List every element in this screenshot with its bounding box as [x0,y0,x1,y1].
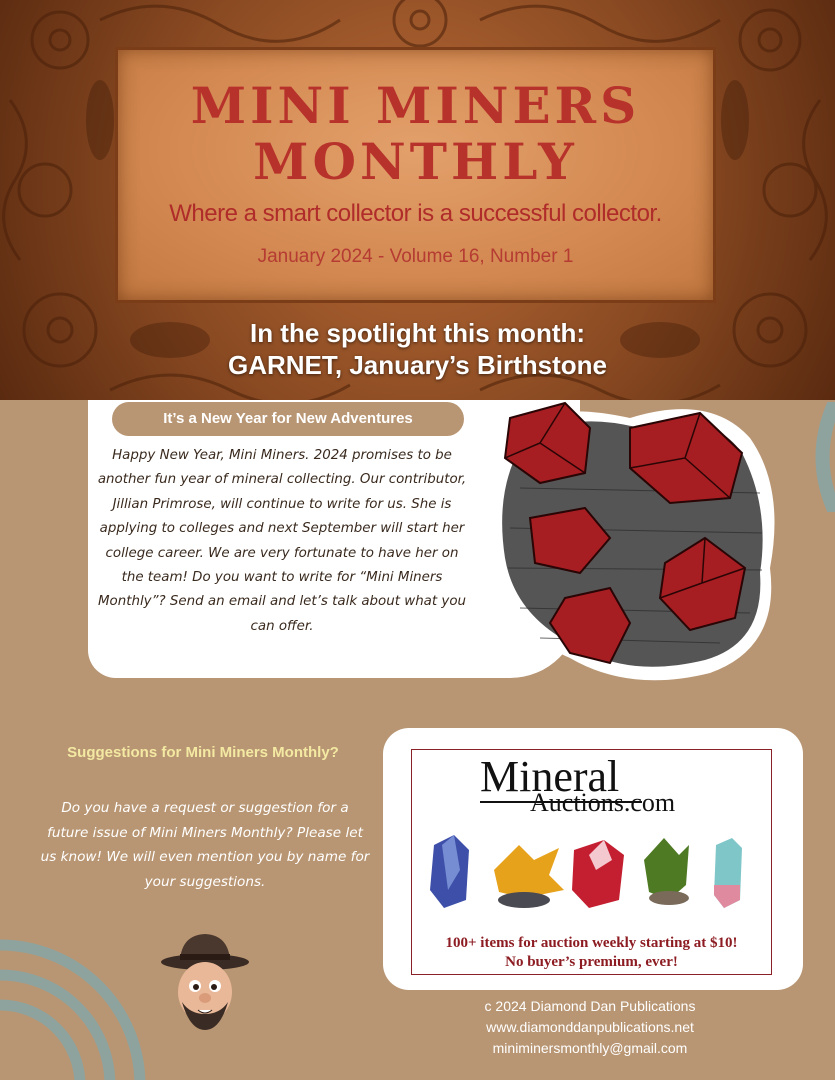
footer-email-link[interactable]: miniminersmonthly@gmail.com [492,1040,688,1056]
ad-brand-auctions: Auctions.com [530,788,676,817]
decorative-arc-right [805,402,835,512]
diamond-dan-mascot [160,930,250,1042]
red-rhodochrosite-crystal [572,840,624,908]
spotlight-subject: GARNET, January’s Birthstone [227,350,607,380]
ad-promo-line1: 100+ items for auction weekly starting at $10! [445,935,738,951]
ad-promo-text [411,934,772,972]
ad-gem-specimens [424,830,760,912]
tourmaline-crystal [714,838,742,908]
footer [430,996,750,1059]
suggestions-text: Do you have a request or suggestion for a future issue of Mini Miners Monthly? Please let us know! We will even mention you by name for your suggestions. [40,800,370,890]
garnet-specimen-image [480,398,790,683]
title-plate [118,50,713,300]
newsletter-title-line2: MONTHLY [253,132,578,191]
tagline: Where a smart collector is a successful collector. [169,200,662,227]
spotlight-heading: In the spotlight this month: [249,318,586,348]
intro-heading: It’s a New Year for New Adventures [112,402,464,436]
newsletter-title-line1: MINI MINERS [190,76,641,135]
footer-website-link[interactable]: www.diamonddanpublications.net [486,1019,694,1035]
footer-copyright: c 2024 Diamond Dan Publications [484,998,696,1014]
ad-brand-mineral: Mineral [480,752,620,801]
issue-info: January 2024 - Volume 16, Number 1 [257,246,574,267]
suggestions-heading: Suggestions for Mini Miners Monthly? [67,744,339,761]
tanzanite-crystal [430,835,469,908]
orange-crystal-cluster [494,845,564,908]
ad-promo-line2: No buyer’s premium, ever! [505,954,678,970]
intro-text: Happy New Year, Mini Miners. 2024 promises to be another fun year of mineral collecting. Our contributor, Jillian Primrose, will continue to write for us. She is applying to colleges and next September will start her college career. We are very fortunate to have her on the team! Do you want to write for “Mini Miners Monthly”? Send an email and let’s talk about what you can offer. [97,448,467,634]
green-mineral-specimen [644,838,689,905]
decorative-arcs-left [0,925,150,1080]
header-leather-banner [0,0,835,400]
